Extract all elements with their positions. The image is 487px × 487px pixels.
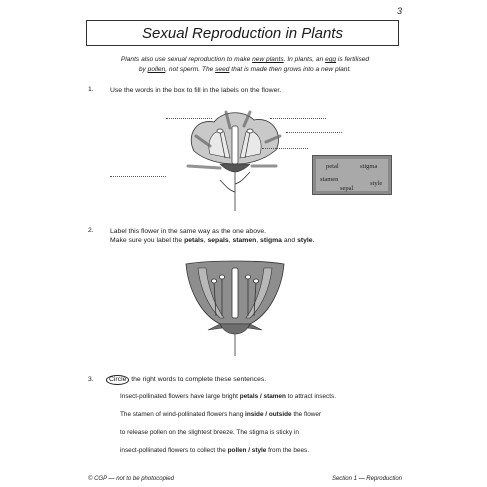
- intro-seed: seed: [215, 66, 230, 73]
- sentence-text: The stamen of wind-pollinated flowers hang: [120, 411, 246, 418]
- footer-section: Section 1 — Reproduction: [331, 476, 402, 482]
- intro-text: by: [138, 66, 148, 73]
- question-2-line-1: Label this flower in the same way as the one above.: [110, 228, 267, 235]
- q2-text: ,: [228, 237, 233, 244]
- intro-text: that is made then grows into a new plant.: [229, 66, 352, 73]
- sentence-text: insect-pollinated flowers to collect the: [120, 447, 228, 454]
- q2-text: Make sure you label the: [110, 237, 185, 244]
- question-2-number: 2.: [88, 227, 94, 234]
- intro-egg: egg: [325, 56, 337, 63]
- q2-style: style: [297, 237, 313, 244]
- intro-text: , not sperm. The: [165, 66, 216, 73]
- label-line[interactable]: [286, 132, 342, 133]
- intro-line-2: [60, 65, 430, 75]
- q2-text: ,: [203, 237, 208, 244]
- sentence-1: [120, 393, 336, 400]
- question-1-number: 1.: [88, 86, 94, 93]
- word-style: style: [370, 180, 383, 187]
- q2-text: and: [281, 237, 298, 244]
- sentence-2: [120, 411, 321, 418]
- intro-pollen: pollen: [147, 66, 166, 73]
- sentence-3: to release pollen on the slightest breeze. The stigma is sticky in: [120, 429, 299, 436]
- word-box-inner: [316, 159, 388, 191]
- sentence-text: Insect-pollinated flowers have large bright: [120, 393, 240, 400]
- intro-text: . In plants, an: [283, 56, 326, 63]
- label-line[interactable]: [110, 176, 166, 177]
- intro-line-1: [60, 55, 430, 65]
- answer-choice-1[interactable]: petals / stamen: [239, 393, 286, 400]
- intro-new-plants: new plants: [252, 56, 284, 63]
- q2-petals: petals: [184, 237, 204, 244]
- sentence-text: to attract insects.: [285, 393, 336, 400]
- page-title: Sexual Reproduction in Plants: [142, 24, 343, 42]
- label-line[interactable]: [270, 118, 326, 119]
- intro-text: is fertilised: [336, 56, 370, 63]
- word-box: [312, 155, 392, 195]
- title-box: [86, 20, 399, 46]
- circle-word: Circle: [106, 375, 129, 385]
- q2-stamen: stamen: [232, 237, 257, 244]
- q2-stigma: stigma: [260, 237, 282, 244]
- word-petal: petal: [326, 163, 339, 170]
- word-sepal: sepal: [340, 185, 354, 192]
- word-stamen: stamen: [320, 176, 339, 183]
- q2-sepals: sepals: [207, 237, 229, 244]
- sentence-text: the flower: [291, 411, 322, 418]
- q2-text: ,: [256, 237, 261, 244]
- question-3-text: [106, 375, 266, 385]
- q3-text: the right words to complete these sentences.: [129, 376, 267, 383]
- answer-choice-2[interactable]: inside / outside: [245, 411, 292, 418]
- intro-text: Plants also use sexual reproduction to make: [120, 56, 253, 63]
- question-2-line-2: [110, 236, 314, 245]
- word-stigma: stigma: [360, 163, 378, 170]
- question-3-number: 3.: [88, 376, 94, 383]
- page-number: 3: [396, 6, 402, 16]
- question-1-text: Use the words in the box to fill in the labels on the flower.: [110, 87, 282, 94]
- sentence-4: [120, 447, 309, 454]
- q2-text: .: [312, 237, 315, 244]
- answer-choice-3[interactable]: pollen / style: [227, 447, 267, 454]
- flower-diagram-2: [180, 258, 290, 358]
- flower-diagram-1: [180, 106, 290, 216]
- label-line[interactable]: [262, 148, 308, 149]
- label-line[interactable]: [166, 118, 212, 119]
- footer-copyright: © CGP — not to be photocopied: [88, 476, 174, 482]
- sentence-text: from the bees.: [266, 447, 309, 454]
